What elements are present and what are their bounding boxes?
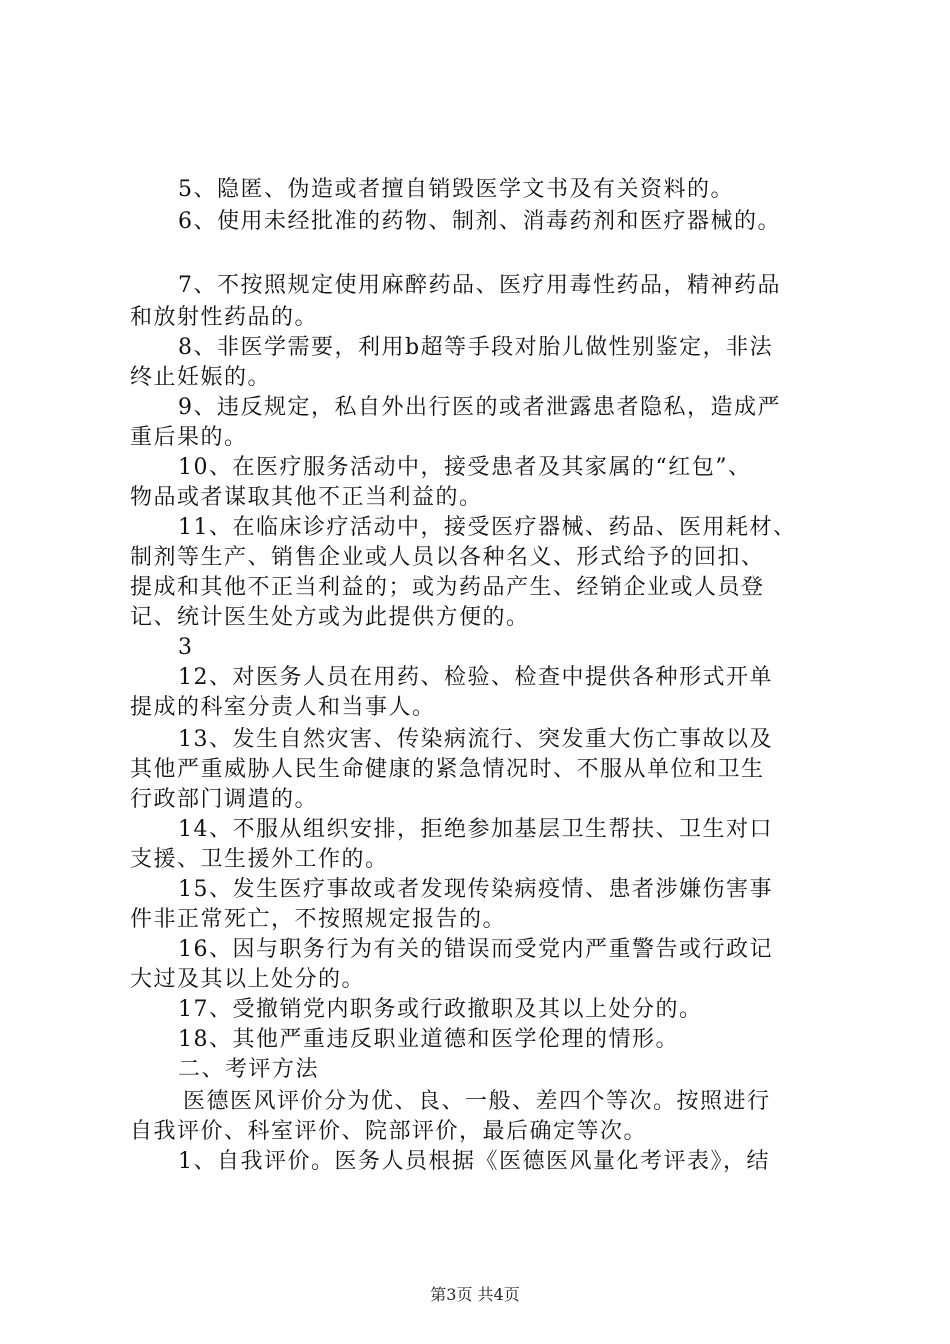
text-line: 17、受撤销党内职务或行政撤职及其以上处分的。 xyxy=(178,997,703,1022)
text-line: 提成的科室分责人和当事人。 xyxy=(130,695,436,720)
text-line: 13、发生自然灾害、传染病流行、突发重大伤亡事故以及 xyxy=(178,727,773,752)
section-heading: 二、考评方法 xyxy=(178,1057,320,1082)
text-line: 医德医风评价分为优、良、一般、差四个等次。按照进行 xyxy=(183,1089,771,1114)
text-line: 18、其他严重违反职业道德和医学伦理的情形。 xyxy=(178,1027,679,1052)
text-line: 7、不按照规定使用麻醉药品、医疗用毒性药品，精神药品 xyxy=(178,273,781,298)
text-line: 自我评价、科室评价、院部评价，最后确定等次。 xyxy=(130,1119,648,1144)
text-line: 行政部门调遣的。 xyxy=(130,787,319,812)
text-line: 和放射性药品的。 xyxy=(130,305,319,330)
page-footer: 第3页 共4页 xyxy=(430,1285,520,1304)
text-line: 大过及其以上处分的。 xyxy=(130,967,366,992)
text-line: 11、在临床诊疗活动中，接受医疗器械、药品、医用耗材、 xyxy=(178,515,797,540)
text-line: 10、在医疗服务活动中，接受患者及其家属的“红包”、 xyxy=(178,455,752,480)
text-line: 15、发生医疗事故或者发现传染病疫情、患者涉嫌伤害事 xyxy=(178,877,773,902)
text-line: 6、使用未经批准的药物、制剂、消毒药剂和医疗器械的。 xyxy=(178,209,781,234)
text-line: 终止妊娠的。 xyxy=(130,365,272,390)
text-line: 5、隐匿、伪造或者擅自销毁医学文书及有关资料的。 xyxy=(178,177,734,202)
text-line: 制剂等生产、销售企业或人员以各种名义、形式给予的回扣、 xyxy=(130,545,765,570)
text-line: 件非正常死亡，不按照规定报告的。 xyxy=(130,907,507,932)
page-number-inline: 3 xyxy=(178,635,194,660)
text-line: 物品或者谋取其他不正当利益的。 xyxy=(130,485,483,510)
text-line: 16、因与职务行为有关的错误而受党内严重警告或行政记 xyxy=(178,937,773,962)
text-line: 其他严重威胁人民生命健康的紧急情况时、不服从单位和卫生 xyxy=(130,757,765,782)
text-line: 提成和其他不正当利益的；或为药品产生、经销企业或人员登 xyxy=(130,575,765,600)
text-line: 1、自我评价。医务人员根据《医德医风量化考评表》，结 xyxy=(178,1149,770,1174)
text-line: 记、统计医生处方或为此提供方便的。 xyxy=(130,605,530,630)
text-line: 8、非医学需要，利用b超等手段对胎儿做性别鉴定，非法 xyxy=(178,335,774,360)
text-line: 12、对医务人员在用药、检验、检查中提供各种形式开单 xyxy=(178,665,773,690)
text-line: 9、违反规定，私自外出行医的或者泄露患者隐私，造成严 xyxy=(178,395,781,420)
text-line: 支援、卫生援外工作的。 xyxy=(130,847,389,872)
text-line: 重后果的。 xyxy=(130,425,248,450)
text-line: 14、不服从组织安排，拒绝参加基层卫生帮扶、卫生对口 xyxy=(178,817,773,842)
